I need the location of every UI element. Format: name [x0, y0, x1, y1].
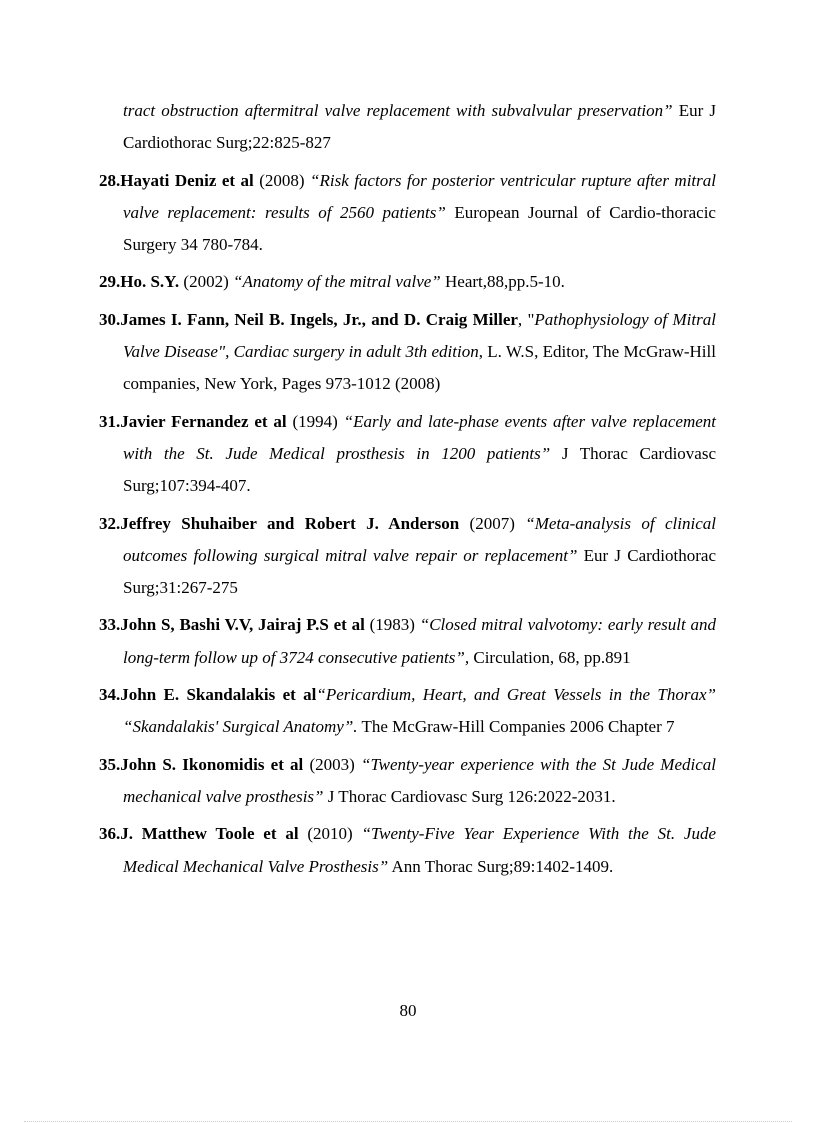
reference-authors: John E. Skandalakis et al: [120, 685, 317, 705]
reference-source: Eur J Cardiothorac Surg;31:267-275: [123, 545, 717, 598]
reference-source: , L. W.S, Editor, The McGraw-Hill companies, New York, Pages 973-1012 (2008): [123, 342, 716, 394]
reference-title: “Pericardium, Heart, and Great Vessels in the Thorax” “Skandalakis' Surgical Anatomy”.: [123, 685, 717, 737]
reference-authors: Ho. S.Y.: [120, 272, 180, 292]
reference-source: Ann Thorac Surg;89:1402-1409.: [388, 856, 614, 876]
reference-authors: Jeffrey Shuhaiber and Robert J. Anderson: [120, 513, 460, 533]
reference-title: “Twenty-year experience with the St Jude Medical mechanical valve prosthesis”: [123, 754, 717, 806]
reference-number: 34.: [99, 685, 121, 705]
reference-number: 32.: [99, 513, 121, 533]
reference-number: 29.: [99, 272, 121, 292]
reference-authors: Javier Fernandez et al: [120, 411, 287, 431]
reference-item-28: [99, 165, 716, 262]
reference-number: 28.: [99, 170, 121, 190]
reference-item-continued: [99, 95, 716, 160]
reference-year: (2007): [459, 513, 526, 533]
reference-year: (1983): [364, 615, 420, 635]
reference-item-31: [99, 406, 716, 503]
reference-item-33: [99, 609, 716, 674]
reference-authors: J. Matthew Toole et al: [120, 824, 299, 844]
page-bottom-divider: [24, 1121, 792, 1122]
reference-number: 31.: [99, 411, 121, 431]
reference-number: 30.: [99, 309, 121, 329]
reference-year: (2010): [298, 824, 362, 844]
reference-title: “Risk factors for posterior ventricular rupture after mitral valve replacement: results of 2560 patients”: [123, 170, 716, 222]
reference-title: “Twenty-Five Year Experience With the St. Jude Medical Mechanical Valve Prosthesis”: [123, 824, 716, 876]
reference-title: “Closed mitral valvotomy: early result and long-term follow up of 3724 consecutive patients”,: [123, 615, 716, 667]
reference-list: [99, 95, 716, 883]
reference-item-35: [99, 749, 716, 814]
reference-source: The McGraw-Hill Companies 2006 Chapter 7: [357, 717, 675, 737]
reference-year: (1994): [286, 411, 344, 431]
reference-authors: James I. Fann, Neil B. Ingels, Jr., and D. Craig Miller: [120, 309, 518, 329]
reference-number: 35.: [99, 754, 121, 774]
reference-authors: Hayati Deniz et al: [120, 170, 254, 190]
page-number: 80: [399, 1001, 417, 1020]
reference-source: J Thorac Cardiovasc Surg 126:2022-2031.: [323, 786, 616, 806]
reference-source: Heart,88,pp.5-10.: [440, 272, 565, 292]
reference-item-32: [99, 508, 716, 605]
reference-source: J Thorac Cardiovasc Surg;107:394-407.: [123, 443, 716, 496]
reference-title: “Early and late-phase events after valve replacement with the St. Jude Medical prosthesis in 1200 patients”: [123, 411, 716, 463]
reference-year: (2002): [179, 272, 233, 292]
reference-year: (2003): [303, 754, 361, 774]
reference-source: Eur J Cardiothorac Surg;22:825-827: [123, 101, 716, 153]
reference-item-30: [99, 304, 716, 401]
reference-source: Circulation, 68, pp.891: [469, 647, 631, 667]
reference-title: “Anatomy of the mitral valve”: [232, 272, 441, 292]
reference-year: (2008): [253, 170, 311, 190]
reference-title: Pathophysiology of Mitral Valve Disease", Cardiac surgery in adult 3th edition: [123, 309, 716, 362]
reference-item-29: [99, 266, 716, 298]
reference-title: tract obstruction aftermitral valve replacement with subvalvular preservation”: [123, 101, 673, 120]
reference-source: European Journal of Cardio-thoracic Surgery 34 780-784.: [123, 202, 716, 255]
reference-authors: John S, Bashi V.V, Jairaj P.S et al: [120, 615, 365, 635]
reference-title: “Meta-analysis of clinical outcomes following surgical mitral valve repair or replacement”: [123, 513, 716, 565]
reference-year: , ": [517, 309, 535, 329]
reference-item-36: [99, 818, 716, 883]
reference-item-34: [99, 679, 716, 744]
reference-number: 36.: [99, 824, 121, 844]
reference-authors: John S. Ikonomidis et al: [120, 754, 304, 774]
reference-number: 33.: [99, 615, 121, 635]
